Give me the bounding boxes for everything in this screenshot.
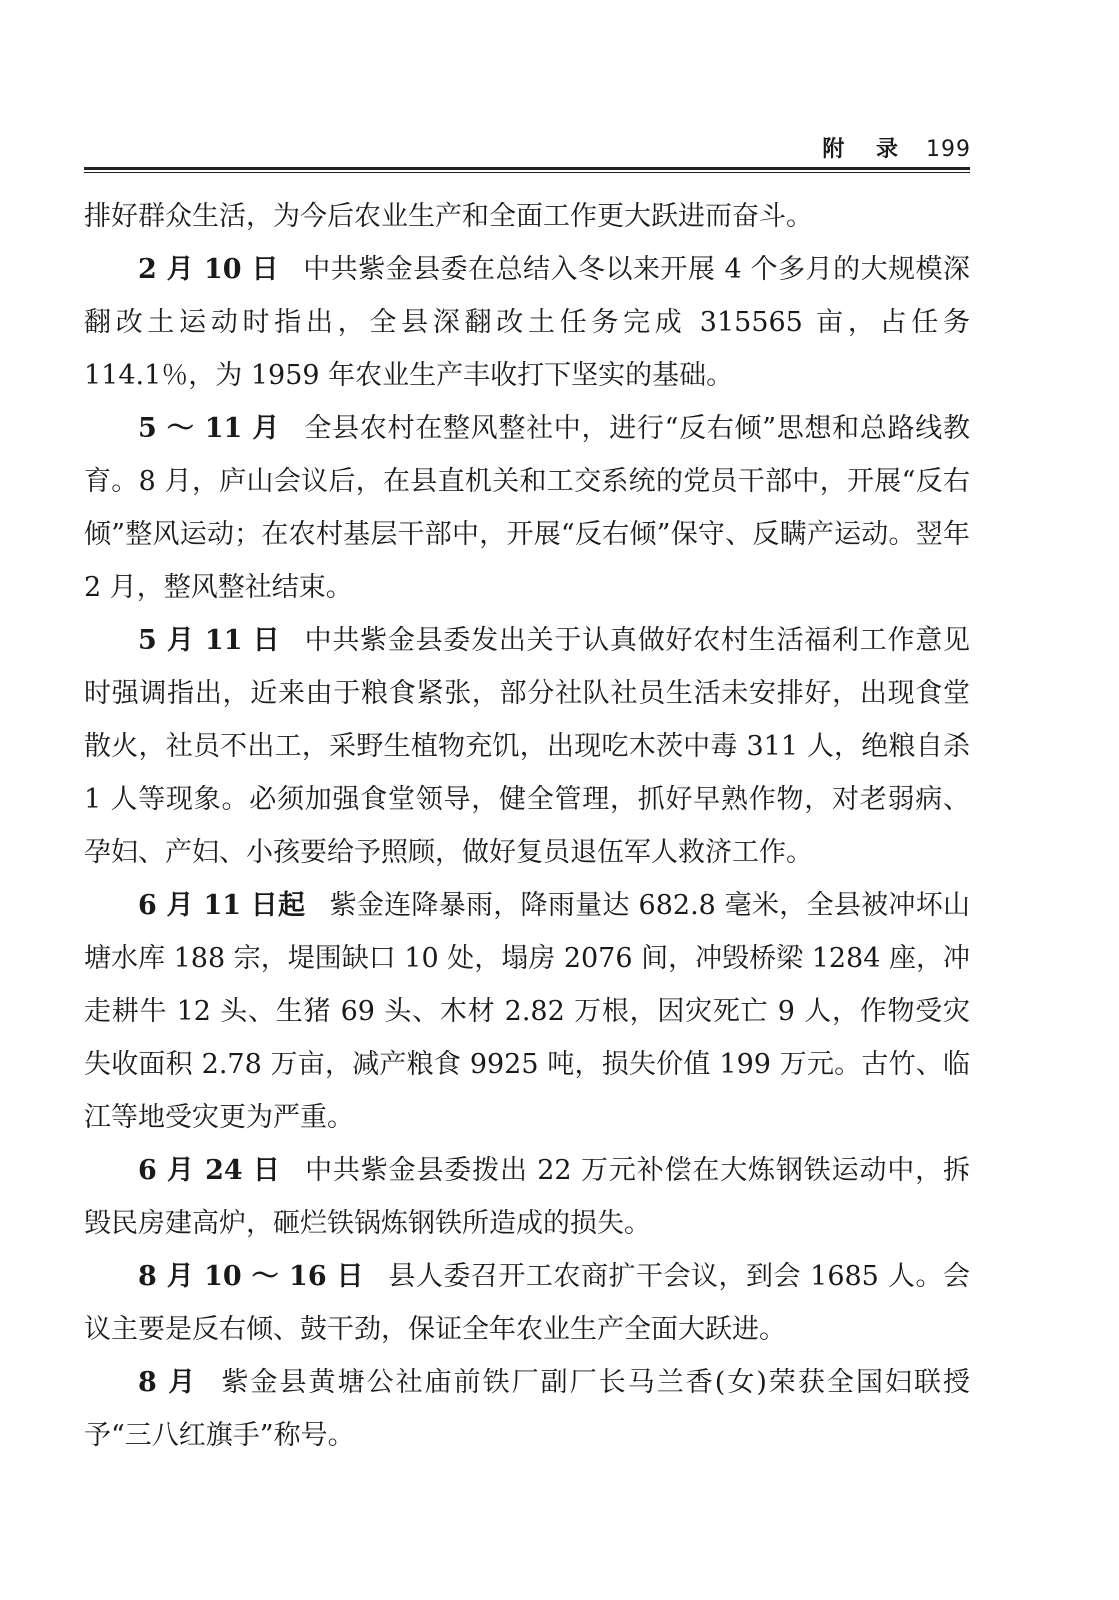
entry-text: 中共紫金县委拨出 22 万元补偿在大炼钢铁运动中，拆毁民房建高炉，砸烂铁锅炼钢铁所造成的损失。 — [84, 1155, 970, 1239]
chronology-entry — [84, 614, 970, 879]
section-title: 附 录 — [822, 136, 910, 162]
chronology-entry — [84, 1144, 970, 1250]
chronology-entry — [84, 879, 970, 1144]
paragraph-text: 排好群众生活，为今后农业生产和全面工作更大跃进而奋斗。 — [84, 201, 813, 232]
page-number: 199 — [926, 137, 971, 162]
entry-text: 中共紫金县委发出关于认真做好农村生活福利工作意见时强调指出，近来由于粮食紧张，部分社队社员生活未安排好，出现食堂散火，社员不出工，采野生植物充饥，出现吃木茨中毒 311 人，绝粮自杀 1 人等现象。必须加强食堂领导，健全管理，抓好早熟作物，对老弱病、孕妇、产妇、小孩要给予照顾，做好复员退伍军人救济工作。 — [84, 625, 971, 868]
entry-text: 县人委召开工农商扩干会议，到会 1685 人。会议主要是反右倾、鼓干劲，保证全年农业生产全面大跃进。 — [84, 1261, 970, 1345]
running-header — [84, 132, 971, 162]
entry-text: 紫金县黄塘公社庙前铁厂副厂长马兰香(女)荣获全国妇联授予“三八红旗手”称号。 — [84, 1367, 970, 1451]
header-rule-thick — [84, 167, 970, 170]
chronology-entry — [84, 1250, 970, 1356]
chronology-entry — [84, 1356, 970, 1462]
chronology-entry — [84, 243, 970, 402]
entry-text: 中共紫金县委在总结入冬以来开展 4 个多月的大规模深翻改土运动时指出，全县深翻改土任务完成 315565 亩，占任务 114.1％，为 1959 年农业生产丰收打下坚实的基础。 — [84, 254, 971, 391]
entry-text: 全县农村在整风整社中，进行“反右倾”思想和总路线教育。8 月，庐山会议后，在县直机关和工交系统的党员干部中，开展“反右倾”整风运动；在农村基层干部中，开展“反右倾”保守、反瞒产运动。翌年 2 月，整风整社结束。 — [84, 413, 971, 603]
entry-date: 2 月 10 日 — [138, 254, 279, 285]
entry-date: 6 月 24 日 — [138, 1155, 281, 1186]
entry-date: 8 月 10 ～ 16 日 — [138, 1261, 365, 1292]
paragraph-continuation — [84, 190, 970, 243]
entry-text: 紫金连降暴雨，降雨量达 682.8 毫米，全县被冲坏山塘水库 188 宗，堤围缺口 10 处，塌房 2076 间，冲毁桥梁 1284 座，冲走耕牛 12 头、生猪 69 头、木材 2.82 万根，因灾死亡 9 人，作物受灾失收面积 2.78 万亩，减产粮食 9925 吨，损失价值 199 万元。古竹、临江等地受灾更为严重。 — [84, 890, 970, 1133]
header-rule-thin — [84, 172, 970, 173]
entry-date: 6 月 11 日起 — [138, 890, 306, 921]
body-text — [84, 190, 970, 1462]
entry-date: 5 ～ 11 月 — [138, 413, 281, 444]
entry-date: 8 月 — [138, 1367, 198, 1398]
entry-date: 5 月 11 日 — [138, 625, 281, 656]
chronology-entry — [84, 402, 970, 614]
